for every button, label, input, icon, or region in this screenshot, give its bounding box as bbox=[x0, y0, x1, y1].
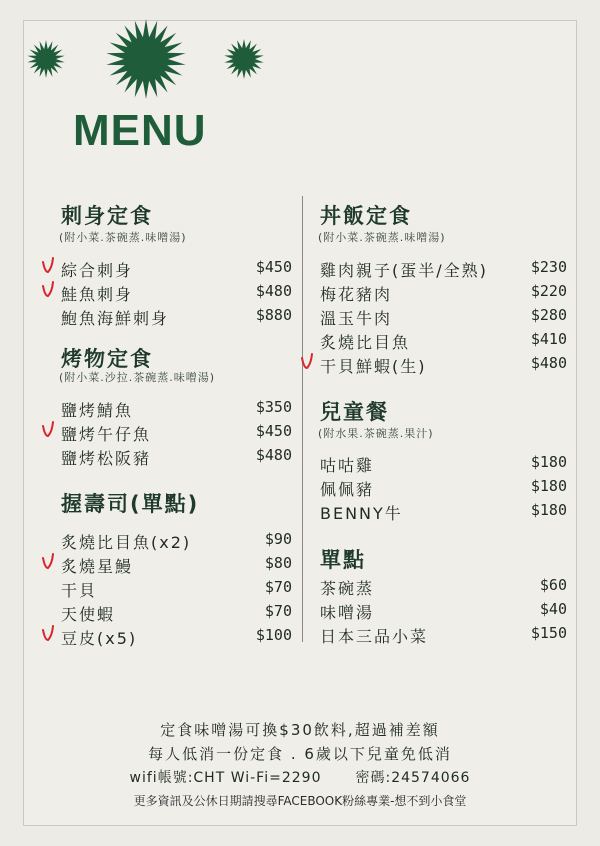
menu-item-name: 鮭魚刺身 bbox=[61, 285, 134, 304]
menu-item-name: 炙燒比目魚(x2) bbox=[61, 533, 192, 552]
menu-item-name: 雞肉親子(蛋半/全熟) bbox=[320, 261, 488, 280]
menu-item-name: 炙燒比目魚 bbox=[320, 333, 411, 352]
menu-item bbox=[61, 602, 292, 624]
menu-item-price: $450 bbox=[255, 258, 292, 276]
menu-item-name: 綜合刺身 bbox=[61, 261, 134, 280]
menu-item-name: 干貝鮮蝦(生) bbox=[320, 357, 427, 376]
menu-item bbox=[61, 398, 292, 420]
menu-item-name: 天使蝦 bbox=[61, 605, 116, 624]
menu-item-price: $150 bbox=[530, 624, 567, 642]
starburst-left-icon bbox=[26, 39, 66, 79]
menu-item bbox=[320, 282, 567, 304]
wifi-password: 密碼:24574066 bbox=[355, 770, 471, 786]
menu-item-price: $350 bbox=[255, 398, 292, 416]
menu-item bbox=[61, 422, 292, 444]
menu-item-price: $280 bbox=[530, 306, 567, 324]
section-title-sashimi: 刺身定食 bbox=[61, 204, 153, 228]
red-check-icon bbox=[41, 552, 55, 572]
menu-item-name: 炙燒星鰻 bbox=[61, 557, 134, 576]
menu-item-price: $70 bbox=[264, 602, 292, 620]
menu-item bbox=[320, 306, 567, 328]
menu-item-name: 鹽烤午仔魚 bbox=[61, 425, 152, 444]
menu-item-name: 茶碗蒸 bbox=[320, 579, 375, 598]
menu-item-price: $80 bbox=[264, 554, 292, 572]
menu-item-name: 鮑魚海鮮刺身 bbox=[61, 309, 170, 328]
menu-item bbox=[61, 446, 292, 468]
red-check-icon bbox=[41, 280, 55, 300]
menu-item-name: 味噌湯 bbox=[320, 603, 375, 622]
menu-item bbox=[61, 258, 292, 280]
section-title-grill: 烤物定食 bbox=[61, 347, 153, 371]
menu-item-name: 佩佩豬 bbox=[320, 480, 375, 499]
menu-item bbox=[61, 306, 292, 328]
column-divider bbox=[302, 196, 303, 642]
menu-item-name: 溫玉牛肉 bbox=[320, 309, 393, 328]
footer-facebook-note: 更多資訊及公休日期請搜尋FACEBOOK粉絲專業-想不到小食堂 bbox=[133, 794, 467, 808]
menu-item-price: $220 bbox=[530, 282, 567, 300]
menu-item-price: $70 bbox=[264, 578, 292, 596]
menu-item-price: $410 bbox=[530, 330, 567, 348]
menu-item bbox=[320, 330, 567, 352]
menu-item bbox=[320, 501, 567, 523]
menu-item-price: $450 bbox=[255, 422, 292, 440]
menu-item bbox=[320, 258, 567, 280]
menu-item-price: $230 bbox=[530, 258, 567, 276]
menu-item-price: $480 bbox=[255, 282, 292, 300]
menu-item-name: 鹽烤鯖魚 bbox=[61, 401, 134, 420]
section-title-kids: 兒童餐 bbox=[320, 400, 389, 424]
menu-item bbox=[61, 626, 292, 648]
menu-item-name: 豆皮(x5) bbox=[61, 629, 138, 648]
menu-item-price: $40 bbox=[539, 600, 567, 618]
section-subtitle-kids: (附水果.茶碗蒸.果汁) bbox=[318, 427, 434, 440]
menu-item-name: 鹽烤松阪豬 bbox=[61, 449, 152, 468]
section-title-single: 單點 bbox=[320, 548, 366, 572]
menu-item bbox=[320, 624, 567, 646]
menu-item-name: BENNY牛 bbox=[320, 504, 403, 523]
menu-item-price: $90 bbox=[264, 530, 292, 548]
menu-item-name: 梅花豬肉 bbox=[320, 285, 393, 304]
wifi-account: wifi帳號:CHT Wi-Fi=2290 bbox=[129, 770, 322, 786]
menu-item-name: 干貝 bbox=[61, 581, 98, 600]
menu-item-price: $880 bbox=[255, 306, 292, 324]
footer-drink-note: 定食味噌湯可換$30飲料,超過補差額 bbox=[160, 721, 440, 739]
menu-item-price: $100 bbox=[255, 626, 292, 644]
menu-item bbox=[61, 530, 292, 552]
menu-item bbox=[61, 578, 292, 600]
menu-item bbox=[320, 477, 567, 499]
starburst-right-icon bbox=[223, 38, 265, 80]
red-check-icon bbox=[41, 624, 55, 644]
red-check-icon bbox=[300, 352, 314, 372]
menu-item bbox=[61, 554, 292, 576]
menu-item bbox=[61, 282, 292, 304]
starburst-center-icon bbox=[105, 18, 187, 100]
section-subtitle-donburi: (附小菜.茶碗蒸.味噌湯) bbox=[318, 231, 446, 244]
menu-item bbox=[320, 354, 567, 376]
red-check-icon bbox=[41, 420, 55, 440]
menu-item-name: 日本三品小菜 bbox=[320, 627, 429, 646]
footer-wifi bbox=[0, 767, 600, 787]
menu-item-price: $180 bbox=[530, 477, 567, 495]
menu-item-price: $60 bbox=[539, 576, 567, 594]
section-subtitle-grill: (附小菜.沙拉.茶碗蒸.味噌湯) bbox=[59, 371, 216, 384]
menu-title: MENU bbox=[73, 106, 207, 155]
menu-item-price: $480 bbox=[255, 446, 292, 464]
menu-item bbox=[320, 600, 567, 622]
footer-minimum-note: 每人低消一份定食 . 6歲以下兒童免低消 bbox=[148, 745, 452, 763]
menu-item-price: $180 bbox=[530, 501, 567, 519]
menu-item-price: $180 bbox=[530, 453, 567, 471]
menu-item-name: 咕咕雞 bbox=[320, 456, 375, 475]
section-title-nigiri: 握壽司(單點) bbox=[61, 492, 200, 516]
red-check-icon bbox=[41, 256, 55, 276]
section-subtitle-sashimi: (附小菜.茶碗蒸.味噌湯) bbox=[59, 231, 187, 244]
menu-item bbox=[320, 453, 567, 475]
section-title-donburi: 丼飯定食 bbox=[320, 204, 412, 228]
menu-item bbox=[320, 576, 567, 598]
menu-item-price: $480 bbox=[530, 354, 567, 372]
